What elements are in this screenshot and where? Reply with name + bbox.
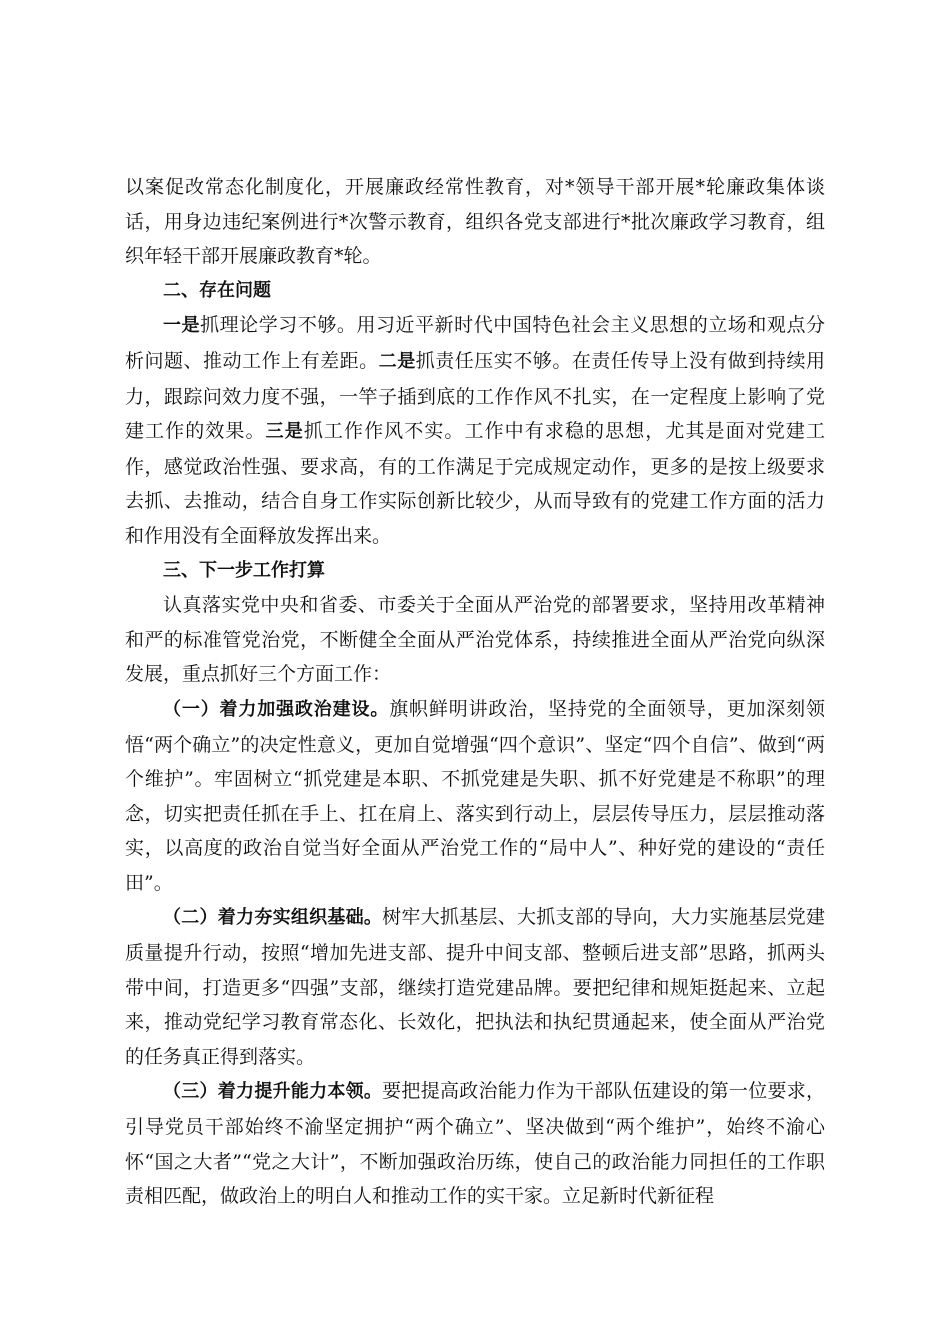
subsection-title-ability: （三）着力提升能力本领。 [163,1081,383,1103]
text-third: 抓工作作风不实。工作中有求稳的思想，尤其是面对党建工作，感觉政治性强、要求高，有的工作满足于完成规定动作，更多的是按上级要求去抓、去推动，结合自身工作实际创新比较少，从而导致有的党建工作方面的活力和作用没有全面释放发挥出来。 [125,420,825,547]
subsection-title-political: （一）着力加强政治建设。 [163,698,390,720]
subsection-body-political: 旗帜鲜明讲政治，坚持党的全面领导，更加深刻领悟“两个确立”的决定性意义，更加自觉增强“四个意识”、坚定“四个自信”、做到“两个维护”。牢固树立“抓党建是本职、不抓党建是失职、抓不好党建是不称职”的理念，切实把责任抓在手上、扛在肩上、落实到行动上，层层传导压力，层层推动落实，以高度的政治自觉当好全面从严治党工作的“局中人”、种好党的建设的“责任田”。 [125,697,825,894]
label-second: 二是 [378,350,416,372]
section-heading-problems: 二、存在问题 [163,279,271,301]
subsection-body-ability: 要把提高政治能力作为干部队伍建设的第一位要求，引导党员干部始终不渝坚定拥护“两个确立”、坚决做到“两个维护”，始终不渝心怀“国之大者”“党之大计”，不断加强政治历练，使自己的政治能力同担任的工作职责相匹配，做政治上的明白人和推动工作的实干家。立足新时代新征程 [125,1080,825,1208]
label-third: 三是 [265,421,304,443]
subsection-ability [125,1074,825,1213]
subsection-title-organization: （二）着力夯实组织基础。 [163,907,383,929]
paragraph-problems [125,308,825,553]
subsection-organization [125,900,825,1074]
section-heading-next-steps: 三、下一步工作打算 [163,559,325,581]
paragraph-continued: 以案促改常态化制度化，开展廉政经常性教育，对*领导干部开展*轮廉政集体谈话，用身边违纪案例进行*次警示教育，组织各党支部进行*批次廉政学习教育，组织年轻干部开展廉政教育*轮。 [125,176,825,268]
subsection-body-organization: 树牢大抓基层、大抓支部的导向，大力实施基层党建质量提升行动，按照“增加先进支部、提升中间支部、整顿后进支部”思路，抓两头带中间，打造更多“四强”支部，继续打造党建品牌。要把纪律和规矩挺起来、立起来，推动党纪学习教育常态化、长效化，把执法和执纪贯通起来，使全面从严治党的任务真正得到落实。 [125,906,825,1068]
document-body [125,170,825,1214]
text-first: 抓理论学习不够。用习近平新时代中国特色社会主义思想的立场和观点分析问题、推动工作上有差距。 [125,314,825,372]
subsection-political [125,692,825,901]
text-second: 抓责任压实不够。在责任传导上没有做到持续用力，跟踪问效力度不强，一竿子插到底的工作作风不扎实，在一定程度上影响了党建工作的效果。 [125,349,825,443]
paragraph-next-steps-intro: 认真落实党中央和省委、市委关于全面从严治党的部署要求，坚持用改革精神和严的标准管党治党，不断健全全面从严治党体系，持续推进全面从严治党向纵深发展，重点抓好三个方面工作： [125,594,825,686]
label-first: 一是 [163,315,201,337]
